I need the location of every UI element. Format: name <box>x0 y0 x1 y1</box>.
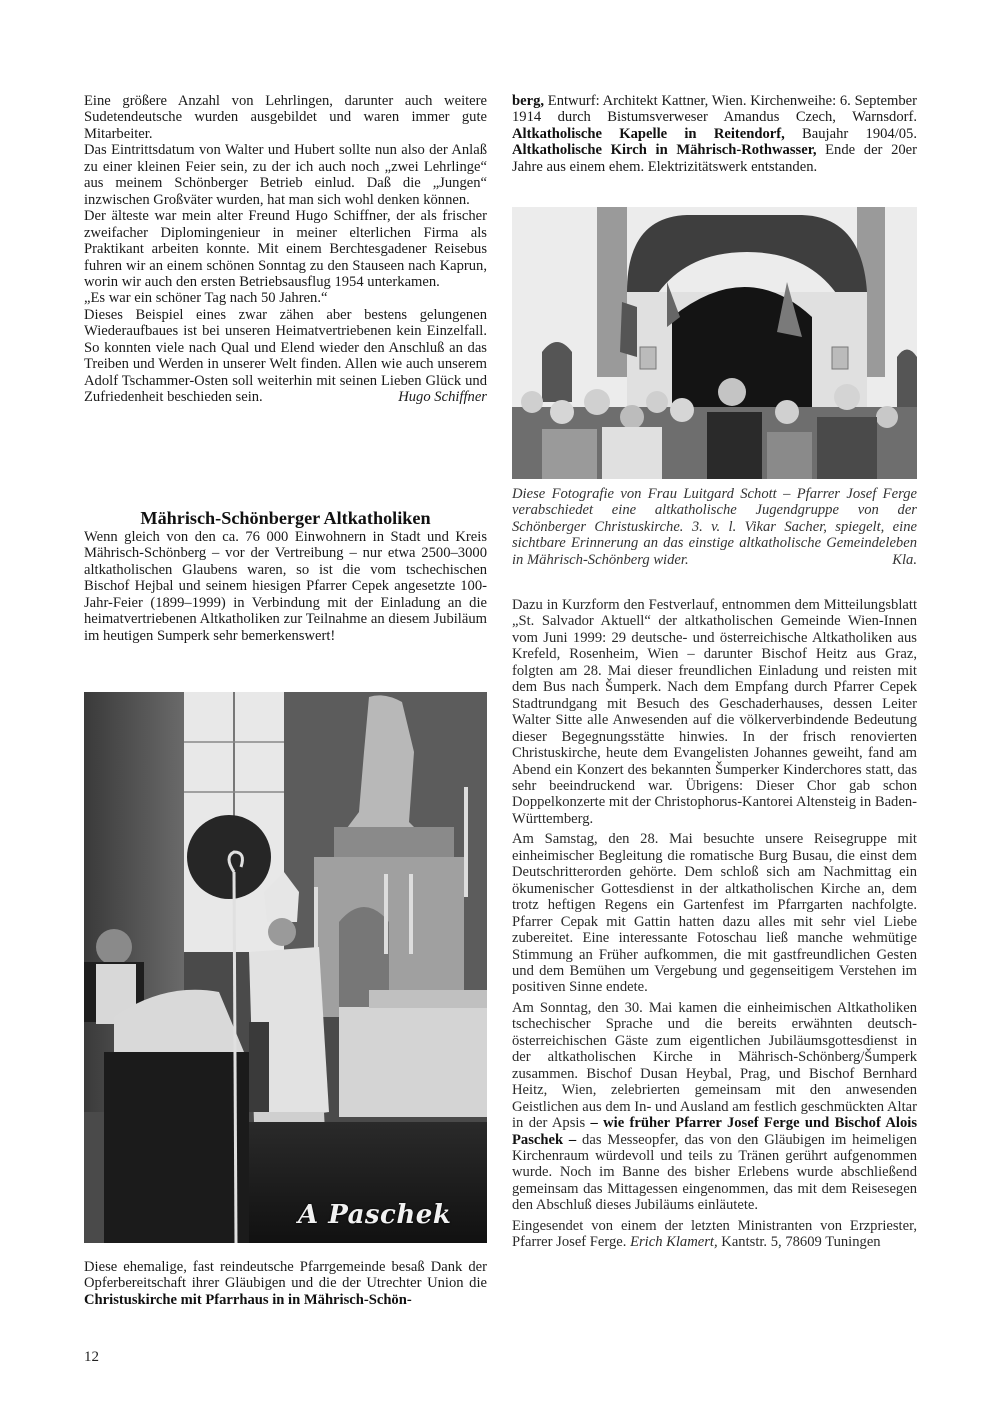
paragraph <box>512 1000 917 1214</box>
caption-text: Diese ehemalige, fast reindeutsche Pfarrgemeinde besaß Dank der Opferbereitschaft ihrer Gläubigen und die der Utrechter Union die <box>84 1259 487 1292</box>
paragraph: Dazu in Kurzform den Festverlauf, entnommen dem Mitteilungsblatt „St. Salvador Aktuell“ der altkatholischen Gemeinde Wien-Innen vom Juni 1999: 29 deutsche- und österreichische Altkatholiken aus Krefeld, Rosenheim, Wien – darunter Bischof Heitz aus Graz, folgten am 28. Mai dieser freundlichen Einladung und reisten mit dem Bus nach Šumperk. Nach dem Empfang durch Pfarrer Cepek Stadtrundgang mit Besuch des Geschaderhauses, dessen Leiter Walter Sitte alle Anwesenden auf die völkerverbindende Bedeutung dieser Begegnungsstätte hinwies. In der frisch renovierten Christuskirche, heute dem Evangelisten Johannes geweiht, fand am Abend ein Konzert des bekannten Šumperker Kinderchores statt, das sehr beeindruckend war. Übrigens: Dieser Chor gab schon Doppelkonzerte mit der Christophorus-Kantorei Altensteig in Baden-Württemberg. <box>512 597 917 827</box>
caption-continuation <box>512 93 917 175</box>
paragraph-text: Dieses Beispiel eines zwar zähen aber bestens gelungenen Wiederaufbaues ist bei unseren Heimatvertriebenen kein Einzelfall. So konnten viele nach Qual und Elend wieder den Anschluß an das Treiben und Werden in unserer Welt finden. Allen wie auch unserem Adolf Tschammer-Osten soll weiterhin mit seinen Lieben Glück und Zufriedenheit beschieden sein. <box>84 306 487 406</box>
text: Am Sonntag, den 30. Mai kamen die einheimischen Altkatholiken tschechischer Sprache und die bereits erwähnten deutsch-österreichischen Gäste zum eigentlichen Jubiläumsgottesdienst in der altkatholischen Kirche in Mährisch-Schönberg/Šumperk zusammen. Bischof Dusan Heybal, Prag, und Bischof Bernhard Heitz, Wien, zelebrierten gemeinsam mit den anwesenden Geistlichen aus dem In- und Ausland am festlich geschmückten Altar in der Apsis <box>512 999 917 1132</box>
photo-caption-youth-group <box>512 486 917 568</box>
section-heading: Mährisch-Schönberger Altkatholiken <box>140 508 431 528</box>
photo-caption-church <box>84 1259 487 1308</box>
paragraph: Das Eintrittsdatum von Walter und Hubert sollte nun also der Anlaß zu einer kleinen Feier sein, zu der ich auch noch „zwei Lehrlinge“ aus meinem Schönberger Betrieb einlud. Daß die „Jungen“ inzwischen Großväter wurden, hat man sich wohl denken können. <box>84 142 487 208</box>
paragraph <box>512 486 917 568</box>
author-name: Erich Klamert, <box>630 1234 718 1251</box>
paragraph <box>84 1259 487 1308</box>
text: Eingesendet von einem der letzten Ministranten von Erzpriester, Pfarrer Josef Ferge. <box>512 1217 917 1251</box>
photo-altar-bishop <box>84 692 487 1243</box>
paragraph: Wenn gleich von den ca. 76 000 Einwohnern in Stadt und Kreis Mährisch-Schönberg – vor der Vertreibung – nur etwa 2500–3000 altkatholischen Glaubens waren, so ist die vom tschechischen Bischof Hejbal und seinem hiesigen Pfarrer Cepek angesetzte 100-Jahr-Feier (1899–1999) in Verbindung mit der Einladung an die heimatvertriebenen Altkatholiken zur Teilnahme an diesem Jubiläum im heutigen Sumperk sehr bemerkenswert! <box>84 529 487 644</box>
photo-inscription: A Paschek <box>298 1200 452 1230</box>
paragraph: Der älteste war mein alter Freund Hugo Schiffner, der als frischer zweifacher Diplomingenieur in meiner elterlichen Firma als Praktikant arbeiten konnte. Mit einem Berchtesgadener Reisebus fuhren wir an einem schönen Sonntag zu den Stauseen nach Kaprun, worin wir auch den ersten Betriebsausflug 1954 unterkamen. <box>84 208 487 290</box>
paragraph <box>84 307 487 406</box>
bold-text: berg, <box>512 93 545 109</box>
photo-altar-image <box>84 692 487 1243</box>
bold-text: Altkatholische Kirch in Mährisch-Rothwasser, <box>512 142 817 159</box>
closing-note <box>512 1218 917 1251</box>
bold-text: Altkatholische Kapelle in Reitendorf, <box>512 125 785 142</box>
paragraph: „Es war ein schöner Tag nach 50 Jahren.“ <box>84 290 328 307</box>
page-number: 12 <box>84 1349 99 1365</box>
paragraph <box>512 93 917 175</box>
bold-text: – wie früher Pfarrer Josef Ferge und Bischof Alois Paschek – <box>512 1115 917 1148</box>
article-continuation <box>84 93 487 406</box>
caption-text: Diese Fotografie von Frau Luitgard Schott – Pfarrer Josef Ferge verabschiedet eine altkatholische Jugendgruppe von der Schönberger Christuskirche. 3. v. l. Vikar Sacher, spiegelt, eine sichtbare Erinnerung an das einstige altkatholische Gemeindeleben in Mährisch-Schönberg wider. <box>512 486 917 568</box>
text: das Messeopfer, das von den Gläubigen im heimeligen Kirchenraum würdevoll und teils zu Tränen gerührt aufgenommen wurde. Noch im Banne des bisher Erlebens wurde abschließend gemeinsam das Mittagessen eingenommen, das mit dem Reisesegen den Abschluß dieses Jubiläums einläutete. <box>512 1131 917 1214</box>
photo-youth-group-image <box>512 207 917 479</box>
photo-youth-group <box>512 207 917 479</box>
section-intro <box>84 529 487 644</box>
author-signature: Hugo Schiffner <box>398 389 487 406</box>
paragraph: Eine größere Anzahl von Lehrlingen, darunter auch weitere Sudetendeutsche wurden ausgebildet und waren immer gute Mitarbeiter. <box>84 93 487 142</box>
author-address: Kantstr. 5, 78609 Tuningen <box>717 1234 881 1251</box>
text: Baujahr 1904/05. <box>784 125 917 142</box>
caption-author: Kla. <box>892 551 917 568</box>
festival-report <box>512 597 917 1251</box>
paragraph: Am Samstag, den 28. Mai besuchte unsere Reisegruppe mit einheimischer Begleitung die romatische Burg Busau, die einst dem Deutschritterorden gehörte. Dem schloß sich am Nachmittag ein ökumenischer Gottesdienst in der altkatholischen Kirche an, dem trotz heftigen Regens ein Gartenfest im Pfarrgarten nachfolgte. Pfarrer Cepak mit Gattin hatten dazu alles mit sehr viel Liebe zubereitet. Eine interessante Fotoschau ließ manche wehmütige Stimmung an Früher aufkommen, die mit gastfreundlichen Gesten und dem Bemühen um Vergebung und gegenseitigem Verstehen im positiven Sinne endete. <box>512 831 917 996</box>
text: Entwurf: Architekt Kattner, Wien. Kirchenweihe: 6. September 1914 durch Bistumsverweser Amandus Czech, Warnsdorf. <box>512 93 917 126</box>
text: Ende der 20er Jahre aus einem ehem. Elektrizitätswerk entstanden. <box>512 142 918 175</box>
caption-bold: Christuskirche mit Pfarrhaus in in Mährisch-Schön- <box>84 1291 412 1308</box>
